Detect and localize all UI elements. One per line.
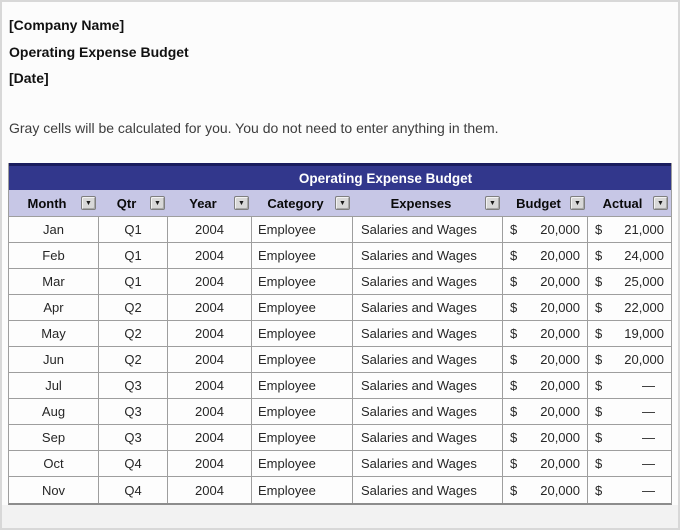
sheet-title[interactable]: Operating Expense Budget: [9, 44, 189, 60]
cell-expenses[interactable]: Salaries and Wages: [353, 399, 503, 424]
actual-value: —: [642, 404, 655, 419]
cell-actual[interactable]: [588, 399, 671, 424]
cell-actual[interactable]: [588, 347, 671, 372]
cell-actual[interactable]: [588, 217, 671, 242]
filter-button-expenses[interactable]: [485, 196, 500, 210]
cell-expenses[interactable]: Salaries and Wages: [353, 451, 503, 476]
budget-value: 20,000: [540, 300, 580, 315]
currency-symbol: $: [595, 222, 603, 237]
chevron-down-icon: ▼: [154, 199, 161, 207]
cell-category[interactable]: Employee: [252, 373, 353, 398]
table-row: [9, 217, 671, 243]
cell-budget[interactable]: [503, 477, 588, 503]
column-label: Expenses: [390, 195, 452, 211]
cell-expenses[interactable]: Salaries and Wages: [353, 373, 503, 398]
filter-button-actual[interactable]: [653, 196, 668, 210]
cell-category[interactable]: Employee: [252, 425, 353, 450]
cell-year[interactable]: 2004: [168, 373, 252, 398]
filter-button-category[interactable]: [335, 196, 350, 210]
filter-button-budget[interactable]: [570, 196, 585, 210]
cell-expenses[interactable]: Salaries and Wages: [353, 347, 503, 372]
cell-month[interactable]: Aug: [9, 399, 99, 424]
budget-value: 20,000: [540, 248, 580, 263]
cell-category[interactable]: Employee: [252, 295, 353, 320]
currency-symbol: $: [510, 482, 518, 498]
cell-month[interactable]: Jul: [9, 373, 99, 398]
budget-value: 20,000: [540, 430, 580, 445]
cell-budget[interactable]: [503, 269, 588, 294]
cell-month[interactable]: Jun: [9, 347, 99, 372]
currency-symbol: $: [595, 352, 603, 367]
chevron-down-icon: ▼: [489, 199, 496, 207]
cell-qtr[interactable]: Q3: [99, 425, 168, 450]
cell-budget[interactable]: [503, 347, 588, 372]
column-header-category[interactable]: [252, 190, 353, 216]
actual-value: —: [642, 378, 655, 393]
cell-actual[interactable]: [588, 243, 671, 268]
cell-year[interactable]: 2004: [168, 347, 252, 372]
cell-qtr[interactable]: Q3: [99, 373, 168, 398]
cell-month[interactable]: May: [9, 321, 99, 346]
chevron-down-icon: ▼: [85, 199, 92, 207]
table-row: [9, 295, 671, 321]
cell-actual[interactable]: [588, 425, 671, 450]
column-header-actual[interactable]: [588, 190, 671, 216]
cell-month[interactable]: Nov: [9, 477, 99, 503]
actual-value: —: [642, 456, 655, 471]
cell-budget[interactable]: [503, 373, 588, 398]
cell-year[interactable]: 2004: [168, 269, 252, 294]
currency-symbol: $: [510, 274, 518, 289]
cell-expenses[interactable]: Salaries and Wages: [353, 217, 503, 242]
budget-value: 20,000: [540, 404, 580, 419]
column-label: Qtr: [116, 195, 137, 211]
cell-category[interactable]: Employee: [252, 451, 353, 476]
table-row: [9, 373, 671, 399]
currency-symbol: $: [510, 222, 518, 237]
cell-category[interactable]: Employee: [252, 269, 353, 294]
budget-value: 20,000: [540, 352, 580, 367]
table-row: [9, 451, 671, 477]
cell-category[interactable]: Employee: [252, 243, 353, 268]
cell-actual[interactable]: [588, 477, 671, 503]
actual-value: —: [642, 430, 655, 445]
cell-year[interactable]: 2004: [168, 451, 252, 476]
table-banner: [9, 163, 671, 190]
currency-symbol: $: [510, 456, 518, 471]
cell-budget[interactable]: [503, 451, 588, 476]
column-label: Category: [267, 195, 324, 211]
cell-expenses[interactable]: Salaries and Wages: [353, 321, 503, 346]
cell-budget[interactable]: [503, 399, 588, 424]
budget-value: 20,000: [540, 378, 580, 393]
budget-value: 20,000: [540, 326, 580, 341]
column-label: Budget: [516, 195, 561, 211]
actual-value: 19,000: [624, 326, 664, 341]
cell-budget[interactable]: [503, 243, 588, 268]
cell-year[interactable]: 2004: [168, 321, 252, 346]
cell-month[interactable]: Feb: [9, 243, 99, 268]
cell-budget[interactable]: [503, 425, 588, 450]
currency-symbol: $: [595, 248, 603, 263]
currency-symbol: $: [595, 326, 603, 341]
cell-year[interactable]: 2004: [168, 477, 252, 503]
cell-actual[interactable]: [588, 451, 671, 476]
date-placeholder[interactable]: [Date]: [9, 70, 49, 86]
budget-value: 20,000: [540, 482, 580, 498]
cell-qtr[interactable]: Q4: [99, 451, 168, 476]
table-body: [9, 217, 671, 503]
table-banner-title: Operating Expense Budget: [298, 170, 473, 186]
actual-value: 24,000: [624, 248, 664, 263]
cell-expenses[interactable]: Salaries and Wages: [353, 425, 503, 450]
cell-month[interactable]: Apr: [9, 295, 99, 320]
table-row: [9, 321, 671, 347]
cell-month[interactable]: Mar: [9, 269, 99, 294]
table-row: [9, 269, 671, 295]
area-below-table: [2, 505, 678, 528]
cell-expenses[interactable]: Salaries and Wages: [353, 243, 503, 268]
currency-symbol: $: [595, 456, 603, 471]
currency-symbol: $: [510, 326, 518, 341]
cell-actual[interactable]: [588, 269, 671, 294]
cell-budget[interactable]: [503, 217, 588, 242]
currency-symbol: $: [595, 300, 603, 315]
cell-qtr[interactable]: Q1: [99, 243, 168, 268]
table-row: [9, 425, 671, 451]
cell-qtr[interactable]: Q2: [99, 321, 168, 346]
company-name-placeholder[interactable]: [Company Name]: [9, 17, 125, 33]
cell-expenses[interactable]: Salaries and Wages: [353, 269, 503, 294]
budget-value: 20,000: [540, 274, 580, 289]
actual-value: —: [642, 482, 655, 498]
cell-category[interactable]: Employee: [252, 321, 353, 346]
currency-symbol: $: [510, 378, 518, 393]
budget-table: [8, 163, 672, 505]
actual-value: 22,000: [624, 300, 664, 315]
currency-symbol: $: [510, 300, 518, 315]
cell-budget[interactable]: [503, 295, 588, 320]
table-row: [9, 399, 671, 425]
cell-budget[interactable]: [503, 321, 588, 346]
cell-expenses[interactable]: Salaries and Wages: [353, 295, 503, 320]
chevron-down-icon: ▼: [574, 199, 581, 207]
cell-actual[interactable]: [588, 295, 671, 320]
budget-value: 20,000: [540, 456, 580, 471]
chevron-down-icon: ▼: [339, 199, 346, 207]
cell-year[interactable]: 2004: [168, 217, 252, 242]
column-label: Year: [189, 195, 217, 211]
column-label: Actual: [602, 195, 643, 211]
currency-symbol: $: [595, 430, 603, 445]
cell-qtr[interactable]: Q4: [99, 477, 168, 503]
actual-value: 20,000: [624, 352, 664, 367]
actual-value: 21,000: [624, 222, 664, 237]
chevron-down-icon: ▼: [238, 199, 245, 207]
cell-qtr[interactable]: Q1: [99, 269, 168, 294]
cell-actual[interactable]: [588, 321, 671, 346]
column-header-qtr[interactable]: [99, 190, 168, 216]
cell-qtr[interactable]: Q2: [99, 295, 168, 320]
column-header-year[interactable]: [168, 190, 252, 216]
column-header-budget[interactable]: [503, 190, 588, 216]
cell-qtr[interactable]: Q3: [99, 399, 168, 424]
currency-symbol: $: [510, 352, 518, 367]
column-label: Month: [27, 195, 67, 211]
table-row: [9, 243, 671, 269]
filter-button-month[interactable]: [81, 196, 96, 210]
column-header-month[interactable]: [9, 190, 99, 216]
cell-category[interactable]: Employee: [252, 217, 353, 242]
cell-actual[interactable]: [588, 373, 671, 398]
actual-value: 25,000: [624, 274, 664, 289]
currency-symbol: $: [510, 248, 518, 263]
cell-category[interactable]: Employee: [252, 477, 353, 503]
cell-qtr[interactable]: Q1: [99, 217, 168, 242]
cell-year[interactable]: 2004: [168, 243, 252, 268]
table-row: [9, 477, 671, 503]
cell-qtr[interactable]: Q2: [99, 347, 168, 372]
cell-year[interactable]: 2004: [168, 399, 252, 424]
cell-category[interactable]: Employee: [252, 347, 353, 372]
cell-category[interactable]: Employee: [252, 399, 353, 424]
chevron-down-icon: ▼: [657, 199, 664, 207]
filter-button-year[interactable]: [234, 196, 249, 210]
currency-symbol: $: [510, 430, 518, 445]
cell-year[interactable]: 2004: [168, 295, 252, 320]
filter-button-qtr[interactable]: [150, 196, 165, 210]
cell-month[interactable]: Sep: [9, 425, 99, 450]
currency-symbol: $: [595, 404, 603, 419]
currency-symbol: $: [595, 274, 603, 289]
cell-month[interactable]: Jan: [9, 217, 99, 242]
gray-cells-note: Gray cells will be calculated for you. You do not need to enter anything in them.: [9, 120, 499, 136]
currency-symbol: $: [510, 404, 518, 419]
table-row: [9, 347, 671, 373]
cell-year[interactable]: 2004: [168, 425, 252, 450]
budget-value: 20,000: [540, 222, 580, 237]
currency-symbol: $: [595, 378, 603, 393]
column-header-expenses[interactable]: [353, 190, 503, 216]
currency-symbol: $: [595, 482, 603, 498]
table-header-row: [9, 190, 671, 217]
cell-expenses[interactable]: Salaries and Wages: [353, 477, 503, 503]
cell-month[interactable]: Oct: [9, 451, 99, 476]
